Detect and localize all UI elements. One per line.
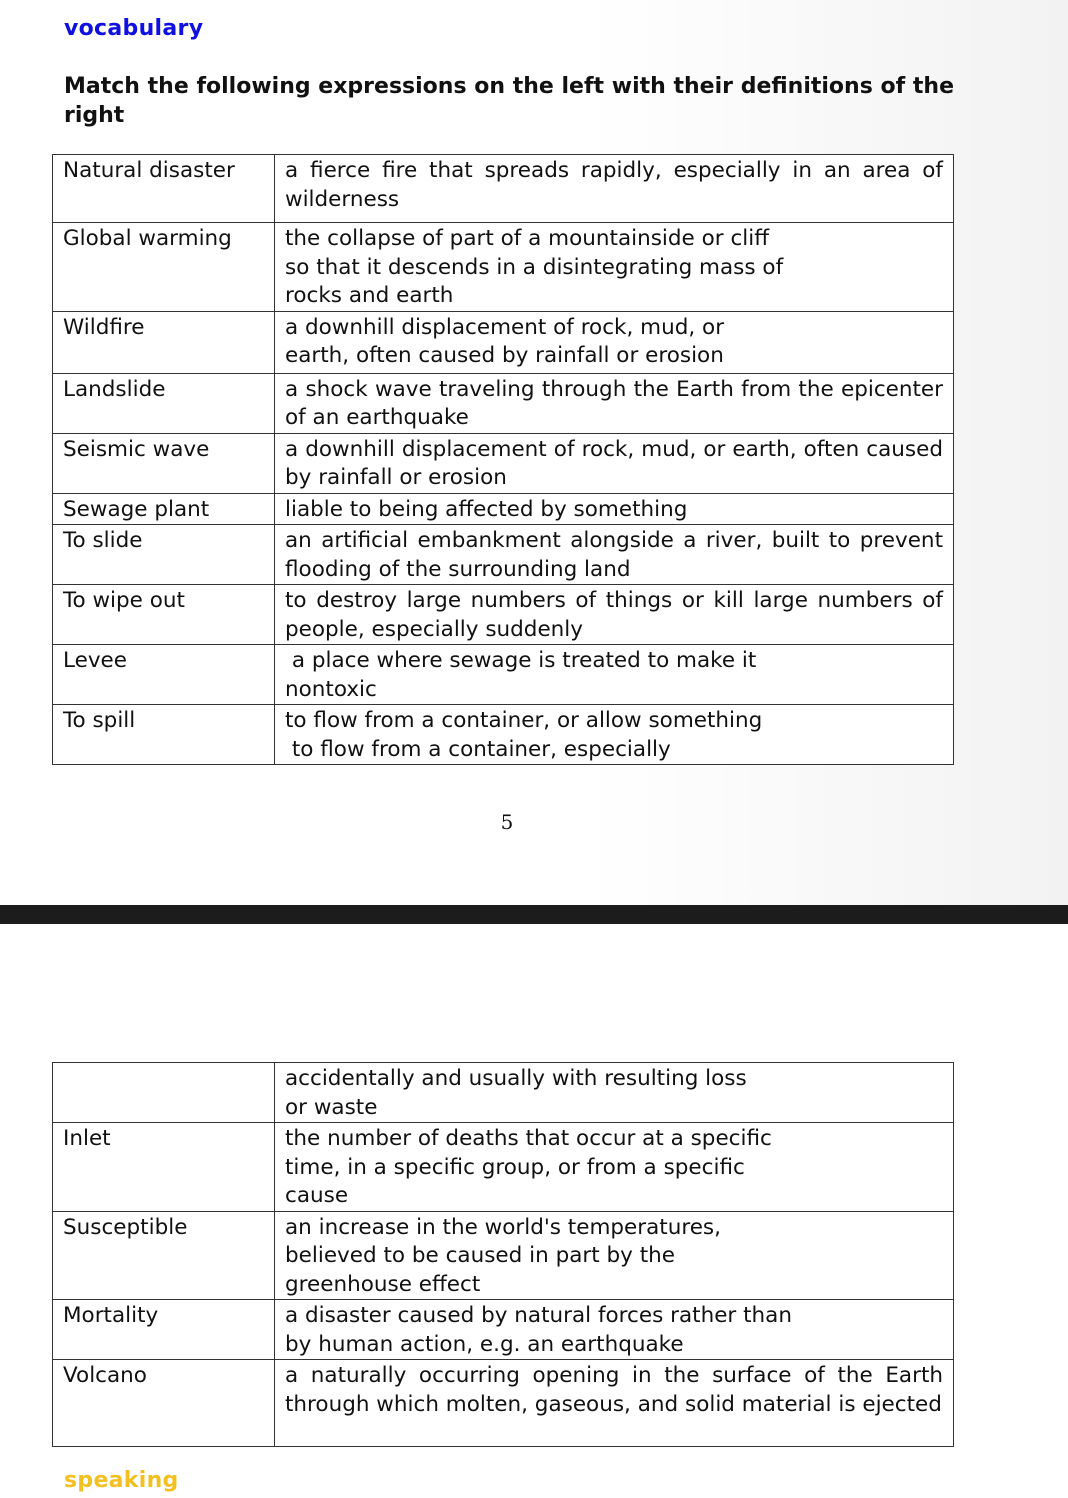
definition-cell: a disaster caused by natural forces rather than by human action, e.g. an earthquake — [275, 1300, 954, 1360]
definition-cell: an artificial embankment alongside a river, built to prevent flooding of the surrounding land — [275, 525, 954, 585]
term-cell: Levee — [53, 645, 275, 705]
term-cell: Natural disaster — [53, 155, 275, 223]
definition-cell: a shock wave traveling through the Earth from the epicenter of an earthquake — [275, 373, 954, 433]
term-cell: To wipe out — [53, 585, 275, 645]
table-row — [53, 525, 954, 585]
table-row — [53, 433, 954, 493]
definition-cell: the number of deaths that occur at a specific time, in a specific group, or from a specific cause — [275, 1123, 954, 1212]
page-number: 5 — [500, 810, 514, 834]
definition-cell: an increase in the world's temperatures, believed to be caused in part by the greenhouse effect — [275, 1211, 954, 1300]
term-cell: Wildfire — [53, 311, 275, 373]
table-row — [53, 1063, 954, 1123]
term-cell: To slide — [53, 525, 275, 585]
table-row — [53, 155, 954, 223]
definition-cell: a naturally occurring opening in the surface of the Earth through which molten, gaseous, and solid material is ejected — [275, 1360, 954, 1447]
section-title-speaking: speaking — [64, 1468, 179, 1493]
term-cell — [53, 1063, 275, 1123]
exercise-instructions: Match the following expressions on the left with their definitions of the right — [64, 74, 954, 128]
table-row — [53, 223, 954, 312]
term-cell: Global warming — [53, 223, 275, 312]
definition-cell: to flow from a container, or allow something to flow from a container, especially — [275, 705, 954, 765]
term-cell: Inlet — [53, 1123, 275, 1212]
definition-cell: accidentally and usually with resulting loss or waste — [275, 1063, 954, 1123]
definition-cell: a place where sewage is treated to make it nontoxic — [275, 645, 954, 705]
vocab-table-2 — [52, 1062, 954, 1447]
term-cell: To spill — [53, 705, 275, 765]
term-cell: Mortality — [53, 1300, 275, 1360]
definition-cell: to destroy large numbers of things or kill large numbers of people, especially suddenly — [275, 585, 954, 645]
table-row — [53, 705, 954, 765]
table-row — [53, 585, 954, 645]
definition-cell: a fierce fire that spreads rapidly, especially in an area of wilderness — [275, 155, 954, 223]
table-row — [53, 1123, 954, 1212]
term-cell: Sewage plant — [53, 493, 275, 525]
table-row — [53, 645, 954, 705]
table-row — [53, 1211, 954, 1300]
term-cell: Seismic wave — [53, 433, 275, 493]
table-row — [53, 311, 954, 373]
definition-cell: the collapse of part of a mountainside or cliff so that it descends in a disintegrating mass of rocks and earth — [275, 223, 954, 312]
section-title-vocabulary: vocabulary — [64, 16, 204, 41]
definition-cell: a downhill displacement of rock, mud, or earth, often caused by rainfall or erosion — [275, 311, 954, 373]
page-divider — [0, 905, 1068, 924]
table-row — [53, 1300, 954, 1360]
vocab-table-1 — [52, 154, 954, 765]
term-cell: Landslide — [53, 373, 275, 433]
term-cell: Volcano — [53, 1360, 275, 1447]
table-row — [53, 493, 954, 525]
table-row — [53, 373, 954, 433]
table-row — [53, 1360, 954, 1447]
term-cell: Susceptible — [53, 1211, 275, 1300]
definition-cell: a downhill displacement of rock, mud, or earth, often caused by rainfall or erosion — [275, 433, 954, 493]
definition-cell: liable to being affected by something — [275, 493, 954, 525]
